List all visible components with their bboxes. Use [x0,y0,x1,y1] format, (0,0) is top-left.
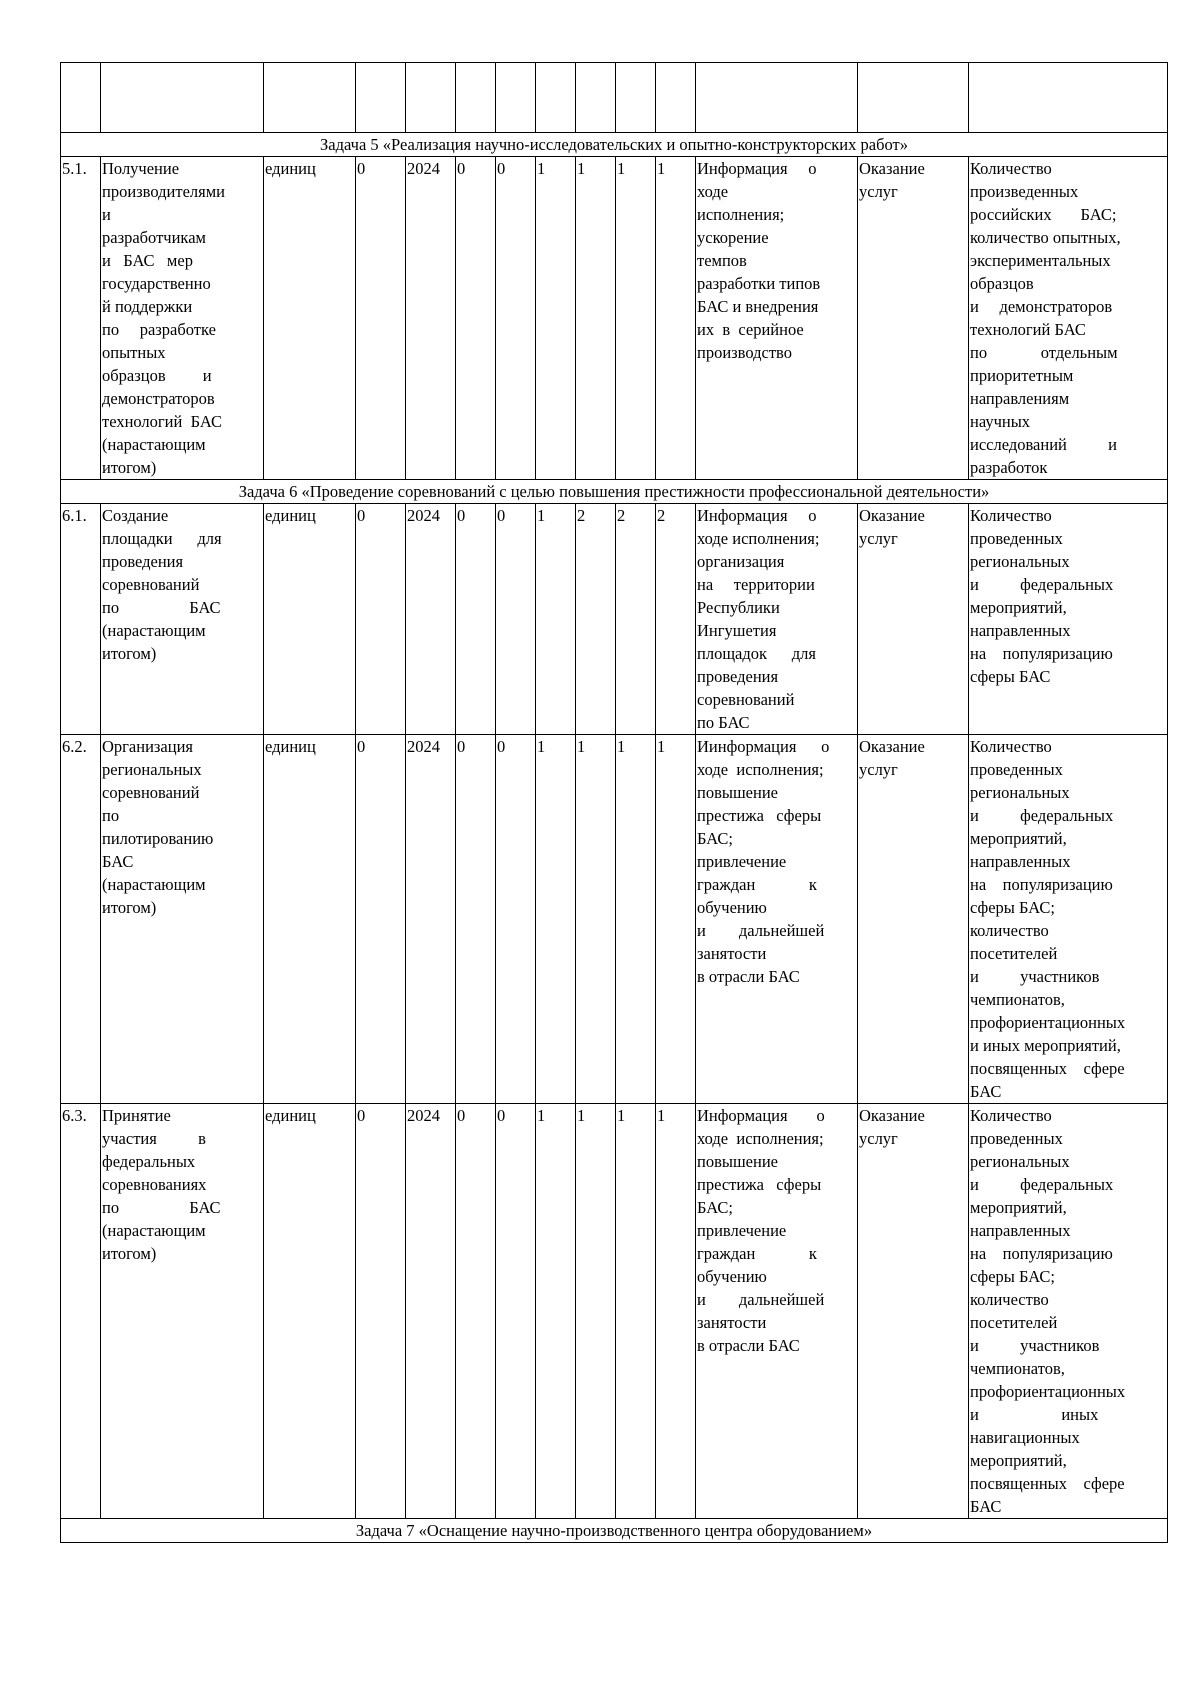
indicator-cell-line: по отдельным [970,343,1118,362]
indicator-cell-line: сферы БАС; [970,1267,1055,1286]
measure-name-line: и БАС мер [102,251,193,270]
unit-cell: единиц [264,1104,356,1519]
indicator-cell-line: направленных [970,621,1071,640]
result-cell-line: БАС и внедрения [697,297,819,316]
plan-value-cell: 1 [536,735,576,1104]
result-cell-line: по БАС [697,713,750,732]
measure-name-line: пилотированию [102,829,214,848]
measure-row [61,735,1168,1104]
measure-name-line: итогом) [102,898,157,917]
plan-value-cell: 1 [536,504,576,735]
measure-name-line: производителями [102,182,225,201]
indicator-cell-line: посвященных сфере [970,1059,1125,1078]
indicator-cell-line: количество [970,921,1049,940]
result-cell-line: повышение [697,1152,778,1171]
indicator-cell-line: Количество [970,159,1052,178]
type-cell [858,735,969,1104]
type-cell-line: услуг [859,182,898,201]
measure-name-line: проведения [102,552,184,571]
indicator-cell-line: мероприятий, [970,598,1067,617]
result-cell-line: на территории [697,575,815,594]
measure-name-line: площадки для [102,529,222,548]
indicator-cell-line: научных [970,412,1031,431]
type-cell-line: услуг [859,1129,898,1148]
unit-cell: единиц [264,504,356,735]
plan-value-cell: 1 [656,157,696,480]
result-cell-line: темпов [697,251,747,270]
measure-name-line: опытных [102,343,166,362]
unit-cell: единиц [264,157,356,480]
result-cell-line: исполнения; [697,205,785,224]
indicator-cell-line: посвященных сфере [970,1474,1125,1493]
indicator-cell-line: произведенных [970,182,1079,201]
result-cell-line: Ингушетия [697,621,777,640]
result-cell-line: и дальнейшей [697,1290,825,1309]
measure-name-line: федеральных [102,1152,196,1171]
plan-value-cell: 0 [456,735,496,1104]
measure-name-line: и [102,205,111,224]
measure-name [101,504,264,735]
plan-value-cell: 1 [536,1104,576,1519]
measure-name-line: государственно [102,274,211,293]
result-cell [696,1104,858,1519]
base-year-cell: 2024 [406,1104,456,1519]
measure-name-line: разработчикам [102,228,206,247]
result-cell-line: БАС; [697,1198,733,1217]
indicator-cell-line: региональных [970,552,1070,571]
indicator-cell-line: и демонстраторов [970,297,1113,316]
base-value-cell: 0 [356,504,406,735]
plan-value-cell: 0 [496,1104,536,1519]
plan-value-cell: 2 [656,504,696,735]
result-cell-line: привлечение [697,1221,787,1240]
indicator-cell-line: профориентационных [970,1382,1126,1401]
result-cell-line: площадок для [697,644,816,663]
indicator-cell [969,504,1168,735]
measure-name-line: по БАС [102,598,221,617]
result-cell-line: проведения [697,667,779,686]
plan-value-cell: 1 [656,1104,696,1519]
result-cell-line: обучению [697,1267,767,1286]
measures-table [60,62,1168,1543]
measure-row [61,1104,1168,1519]
result-cell-line: престижа сферы [697,806,822,825]
indicator-cell [969,1104,1168,1519]
base-year-cell: 2024 [406,735,456,1104]
indicator-cell-line: количество [970,1290,1049,1309]
measure-name [101,157,264,480]
indicator-cell-line: БАС [970,1497,1002,1516]
result-cell-line: повышение [697,783,778,802]
indicator-cell-line: посетителей [970,944,1058,963]
indicator-cell-line: мероприятий, [970,829,1067,848]
measure-name-line: технологий БАС [102,412,222,431]
indicator-cell-line: проведенных [970,760,1063,779]
result-cell-line: и дальнейшей [697,921,825,940]
result-cell-line: граждан к [697,1244,817,1263]
measure-name-line: БАС [102,852,134,871]
indicator-cell-line: и участников [970,1336,1100,1355]
result-cell-line: разработки типов [697,274,821,293]
indicator-cell-line: проведенных [970,1129,1063,1148]
row-number: 6.2. [61,735,101,1104]
result-cell-line: Информация о [697,159,817,178]
type-cell-line: услуг [859,529,898,548]
measure-name [101,735,264,1104]
result-cell-line: обучению [697,898,767,917]
indicator-cell-line: сферы БАС; [970,898,1055,917]
task-7-row [61,1519,1168,1543]
measure-name-line: (нарастающим [102,621,206,640]
measure-name-line: (нарастающим [102,875,206,894]
indicator-cell-line: Количество [970,506,1052,525]
measure-name-line: (нарастающим [102,435,206,454]
measure-name-line: итогом) [102,644,157,663]
indicator-cell-line: чемпионатов, [970,990,1065,1009]
indicator-cell-line: направленных [970,852,1071,871]
indicator-cell-line: технологий БАС [970,320,1086,339]
indicator-cell-line: и иных мероприятий, [970,1036,1121,1055]
result-cell-line: их в серийное [697,320,804,339]
measure-name-line: по БАС [102,1198,221,1217]
type-cell-line: Оказание [859,159,925,178]
indicator-cell-line: на популяризацию [970,644,1113,663]
indicator-cell [969,735,1168,1104]
base-value-cell: 0 [356,1104,406,1519]
result-cell-line: ходе исполнения; [697,1129,824,1148]
task-title: Задача 7 «Оснащение научно-производственного центра оборудованием» [61,1519,1168,1543]
indicator-cell-line: экспериментальных [970,251,1111,270]
plan-value-cell: 0 [456,157,496,480]
indicator-cell-line: мероприятий, [970,1198,1067,1217]
indicator-cell-line: разработок [970,458,1048,477]
indicator-cell-line: и федеральных [970,806,1114,825]
type-cell [858,1104,969,1519]
result-cell-line: граждан к [697,875,817,894]
measure-name-line: Получение [102,159,180,178]
indicator-cell [969,157,1168,480]
task-5-row [61,133,1168,157]
indicator-cell-line: сферы БАС [970,667,1051,686]
indicator-cell-line: и участников [970,967,1100,986]
result-cell-line: ускорение [697,228,769,247]
indicator-cell-line: и иных [970,1405,1099,1424]
result-cell [696,735,858,1104]
result-cell-line: ходе исполнения; [697,760,824,779]
indicator-cell-line: российских БАС; [970,205,1117,224]
result-cell-line: ходе исполнения; [697,529,820,548]
measure-name-line: по [102,806,120,825]
plan-value-cell: 1 [616,735,656,1104]
plan-value-cell: 2 [576,504,616,735]
indicator-cell-line: приоритетным [970,366,1074,385]
result-cell [696,157,858,480]
indicator-cell-line: и федеральных [970,1175,1114,1194]
base-year-cell: 2024 [406,157,456,480]
measure-name-line: по разработке [102,320,216,339]
indicator-cell-line: количество опытных, [970,228,1121,247]
result-cell-line: престижа сферы [697,1175,822,1194]
measure-name-line: демонстраторов [102,389,215,408]
plan-value-cell: 0 [496,735,536,1104]
base-value-cell: 0 [356,735,406,1104]
measure-name-line: соревнований [102,783,200,802]
plan-value-cell: 0 [456,504,496,735]
row-number: 5.1. [61,157,101,480]
measure-name-line: участия в [102,1129,206,1148]
result-cell-line: Информация о [697,506,817,525]
row-number: 6.1. [61,504,101,735]
result-cell-line: БАС; [697,829,733,848]
measure-name [101,1104,264,1519]
result-cell-line: организация [697,552,785,571]
indicator-cell-line: региональных [970,783,1070,802]
result-cell-line: ходе [697,182,729,201]
indicator-cell-line: на популяризацию [970,1244,1113,1263]
type-cell-line: Оказание [859,506,925,525]
base-value-cell: 0 [356,157,406,480]
task-title: Задача 5 «Реализация научно-исследовательских и опытно-конструкторских работ» [61,133,1168,157]
base-year-cell: 2024 [406,504,456,735]
plan-value-cell: 1 [656,735,696,1104]
indicator-cell-line: направленных [970,1221,1071,1240]
result-cell-line: привлечение [697,852,787,871]
indicator-cell-line: мероприятий, [970,1451,1067,1470]
row-number: 6.3. [61,1104,101,1519]
measure-name-line: соревнований [102,575,200,594]
result-cell-line: Информация о [697,1106,825,1125]
indicator-cell-line: чемпионатов, [970,1359,1065,1378]
indicator-cell-line: исследований и [970,435,1117,454]
result-cell-line: Республики [697,598,780,617]
plan-value-cell: 1 [576,735,616,1104]
type-cell-line: услуг [859,760,898,779]
result-cell-line: в отрасли БАС [697,967,800,986]
result-cell [696,504,858,735]
indicator-cell-line: на популяризацию [970,875,1113,894]
measure-name-line: (нарастающим [102,1221,206,1240]
measure-name-line: итогом) [102,1244,157,1263]
result-cell-line: соревнований [697,690,795,709]
indicator-cell-line: Количество [970,737,1052,756]
measure-name-line: соревнованиях [102,1175,207,1194]
result-cell-line: Иинформация о [697,737,830,756]
plan-value-cell: 1 [536,157,576,480]
measure-name-line: образцов и [102,366,212,385]
measure-row [61,157,1168,480]
result-cell-line: занятости [697,944,767,963]
plan-value-cell: 1 [576,157,616,480]
plan-value-cell: 0 [496,157,536,480]
indicator-cell-line: направлениям [970,389,1070,408]
plan-value-cell: 1 [616,157,656,480]
measure-name-line: й поддержки [102,297,193,316]
type-cell-line: Оказание [859,737,925,756]
indicator-cell-line: профориентационных [970,1013,1126,1032]
result-cell-line: занятости [697,1313,767,1332]
plan-value-cell: 1 [576,1104,616,1519]
plan-value-cell: 0 [496,504,536,735]
indicator-cell-line: образцов [970,274,1034,293]
measure-name-line: Создание [102,506,169,525]
unit-cell: единиц [264,735,356,1104]
type-cell-line: Оказание [859,1106,925,1125]
empty-header-row [61,63,1168,133]
indicator-cell-line: навигационных [970,1428,1080,1447]
result-cell-line: производство [697,343,792,362]
measure-name-line: Организация [102,737,194,756]
plan-value-cell: 1 [616,1104,656,1519]
indicator-cell-line: проведенных [970,529,1063,548]
task-6-row [61,480,1168,504]
measure-name-line: Принятие [102,1106,171,1125]
type-cell [858,157,969,480]
indicator-cell-line: посетителей [970,1313,1058,1332]
plan-value-cell: 0 [456,1104,496,1519]
indicator-cell-line: Количество [970,1106,1052,1125]
task-title: Задача 6 «Проведение соревнований с целью повышения престижности профессиональной деятельности» [61,480,1168,504]
type-cell [858,504,969,735]
result-cell-line: в отрасли БАС [697,1336,800,1355]
indicator-cell-line: БАС [970,1082,1002,1101]
measure-row [61,504,1168,735]
indicator-cell-line: и федеральных [970,575,1114,594]
plan-value-cell: 2 [616,504,656,735]
indicator-cell-line: региональных [970,1152,1070,1171]
measure-name-line: итогом) [102,458,157,477]
measure-name-line: региональных [102,760,202,779]
